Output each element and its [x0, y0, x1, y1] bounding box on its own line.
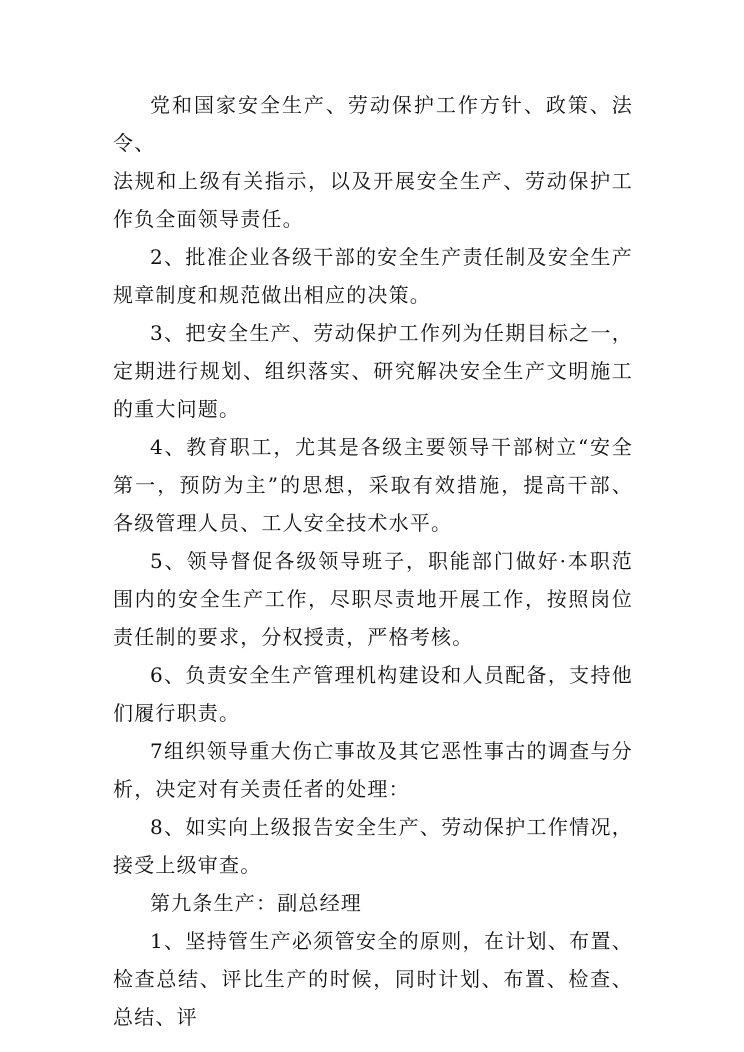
paragraph-10: 1、坚持管生产必须管安全的原则，在计划、布置、检查总结、评比生产的时候，同时计划、布置、检查、总结、评	[113, 929, 633, 1029]
paragraph-7: 6、负责安全生产管理机构建设和人员配备，支持他们履行职责。	[113, 663, 633, 725]
paragraph-1: 党和国家安全生产、劳动保护工作方针、政策、法令、	[113, 93, 633, 155]
paragraph-6: 5、领导督促各级领导班子，职能部门做好·本职范围内的安全生产工作，尽职尽责地开展工作，按照岗位责任制的要求，分权授责，严格考核。	[113, 549, 633, 649]
paragraph-5: 4、教育职工，尤其是各级主要领导干部树立“安全第一，预防为主”的思想，采取有效措施，提高干部、各级管理人员、工人安全技术水平。	[113, 435, 633, 535]
section-heading: 第九条生产：副总经理	[150, 891, 362, 915]
paragraph-8: 7组织领导重大伤亡事故及其它恶性事古的调查与分析，决定对有关责任者的处理：	[113, 739, 633, 801]
paragraph-2: 法规和上级有关指示，以及开展安全生产、劳动保护工作负全面领导责任。	[113, 169, 633, 231]
paragraph-9: 8、如实向上级报告安全生产、劳动保护工作情况，接受上级审查。	[113, 815, 633, 877]
paragraph-3: 2、批准企业各级干部的安全生产责任制及安全生产规章制度和规范做出相应的决策。	[113, 245, 633, 307]
paragraph-4: 3、把安全生产、劳动保护工作列为任期目标之一，定期进行规划、组织落实、研究解决安全生产文明施工的重大问题。	[113, 321, 633, 421]
document-body	[113, 86, 633, 1036]
